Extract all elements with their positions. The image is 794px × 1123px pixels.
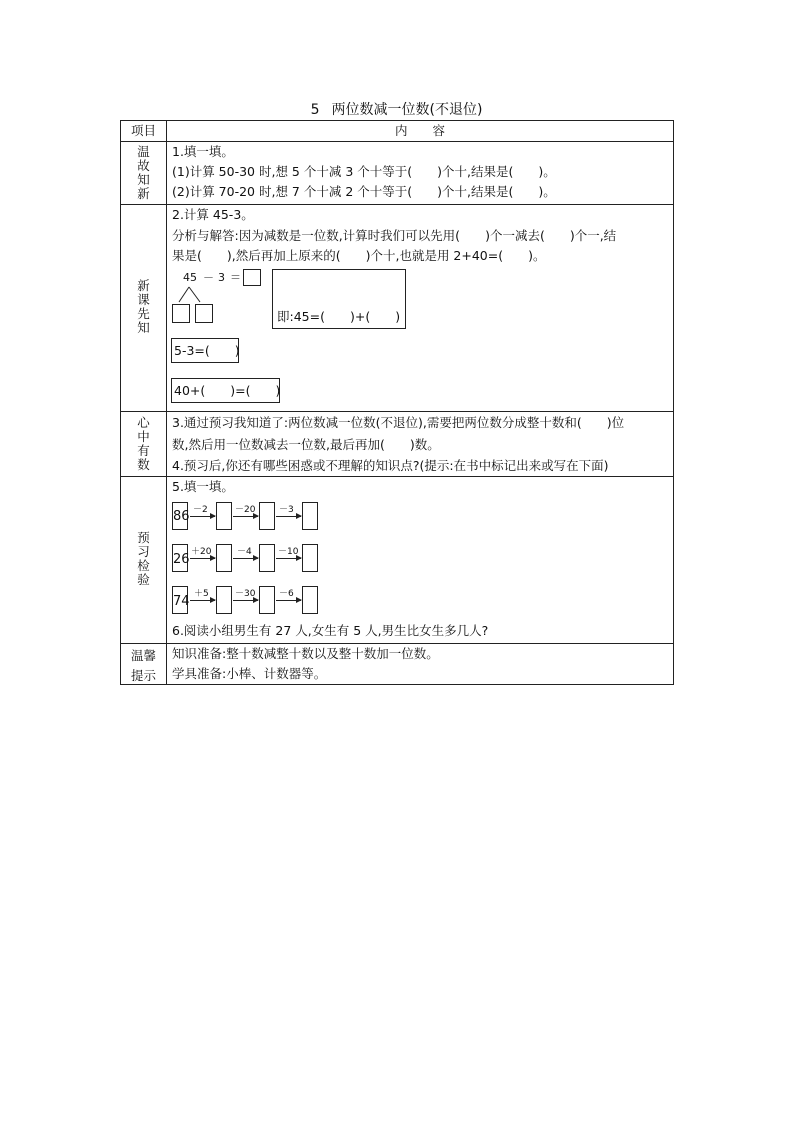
ones-box[interactable] <box>195 304 213 323</box>
answer-box[interactable] <box>216 586 232 614</box>
arrow-icon <box>276 516 301 517</box>
arrow-icon <box>233 600 258 601</box>
expr-minuend: 45 <box>183 271 197 284</box>
arrow-icon <box>190 600 215 601</box>
lesson-table <box>120 120 674 685</box>
arrow-icon <box>190 558 215 559</box>
analysis-line-1: 分析与解答:因为减数是一位数,计算时我们可以先用( )个一减去( )个一,结 <box>172 228 617 243</box>
chain-op: －30 <box>235 589 256 599</box>
row-divider <box>121 411 673 412</box>
row-divider <box>121 476 673 477</box>
question-3-line-2: 数,然后用一位数减去一位数,最后再加( )数。 <box>172 437 440 452</box>
row-divider <box>121 643 673 644</box>
lesson-title: 两位数减一位数(不退位) <box>331 102 483 118</box>
answer-box[interactable] <box>259 544 275 572</box>
analysis-line-2: 果是( ),然后再加上原来的( )个十,也就是用 2+40=( )。 <box>172 248 546 263</box>
section-label-review: 温 故 知 新 <box>137 144 150 201</box>
column-divider <box>166 121 167 684</box>
section-label-tips: 温馨 提示 <box>130 648 156 683</box>
chain-op: －6 <box>279 589 294 599</box>
expr-equals: ＝ <box>230 271 241 284</box>
answer-box[interactable] <box>216 544 232 572</box>
split-lines <box>176 286 206 304</box>
expr-subtrahend: 3 <box>218 271 225 284</box>
answer-box[interactable] <box>243 269 261 286</box>
lesson-number: 5 <box>310 102 320 118</box>
chain-op: －10 <box>278 547 299 557</box>
tip-tools: 学具准备:小棒、计数器等。 <box>172 666 327 681</box>
question-6: 6.阅读小组男生有 27 人,女生有 5 人,男生比女生多几人? <box>172 623 489 638</box>
chain-op: ＋5 <box>194 589 209 599</box>
tens-box[interactable] <box>172 304 190 323</box>
header-content: 内 容 <box>394 123 445 138</box>
chain-start-value: 74 <box>173 594 190 609</box>
header-project: 项目 <box>130 123 156 138</box>
row-divider <box>121 204 673 205</box>
question-2: 2.计算 45-3。 <box>172 207 254 222</box>
answer-box[interactable] <box>259 586 275 614</box>
answer-box[interactable] <box>259 502 275 530</box>
step-2-text: 40+( )=( ) <box>174 383 281 398</box>
question-5: 5.填一填。 <box>172 479 234 494</box>
arrow-icon <box>276 600 301 601</box>
section-label-mind: 心 中 有 数 <box>137 415 150 472</box>
chain-op: －2 <box>193 505 208 515</box>
chain-op: －3 <box>279 505 294 515</box>
arrow-icon <box>190 516 215 517</box>
expr-minus: － <box>203 271 214 284</box>
row-divider <box>121 141 673 142</box>
chain-start-value: 86 <box>173 509 190 524</box>
question-3-line-1: 3.通过预习我知道了:两位数减一位数(不退位),需要把两位数分成整十数和( )位 <box>172 415 625 430</box>
question-1: 1.填一填。 <box>172 144 234 159</box>
arrow-icon <box>233 558 258 559</box>
arrow-icon <box>233 516 258 517</box>
question-1-part-1: (1)计算 50-30 时,想 5 个十减 3 个十等于( )个十,结果是( )。 <box>172 164 556 179</box>
chain-start-value: 26 <box>173 552 190 567</box>
ji-equation: 即:45=( )+( ) <box>277 309 401 324</box>
answer-box[interactable] <box>302 544 318 572</box>
tip-knowledge: 知识准备:整十数减整十数以及整十数加一位数。 <box>172 646 439 661</box>
step-1-text: 5-3=( ) <box>174 343 240 358</box>
arrow-icon <box>276 558 301 559</box>
section-label-new: 新 课 先 知 <box>137 278 150 335</box>
page-title <box>120 99 673 119</box>
question-4: 4.预习后,你还有哪些困惑或不理解的知识点?(提示:在书中标记出来或写在下面) <box>172 458 609 473</box>
answer-box[interactable] <box>216 502 232 530</box>
answer-box[interactable] <box>302 586 318 614</box>
chain-op: －20 <box>235 505 256 515</box>
answer-box[interactable] <box>302 502 318 530</box>
chain-op: －4 <box>237 547 252 557</box>
question-1-part-2: (2)计算 70-20 时,想 7 个十减 2 个十等于( )个十,结果是( )。 <box>172 184 556 199</box>
chain-op: ＋20 <box>191 547 212 557</box>
section-label-check: 预 习 检 验 <box>137 530 150 587</box>
